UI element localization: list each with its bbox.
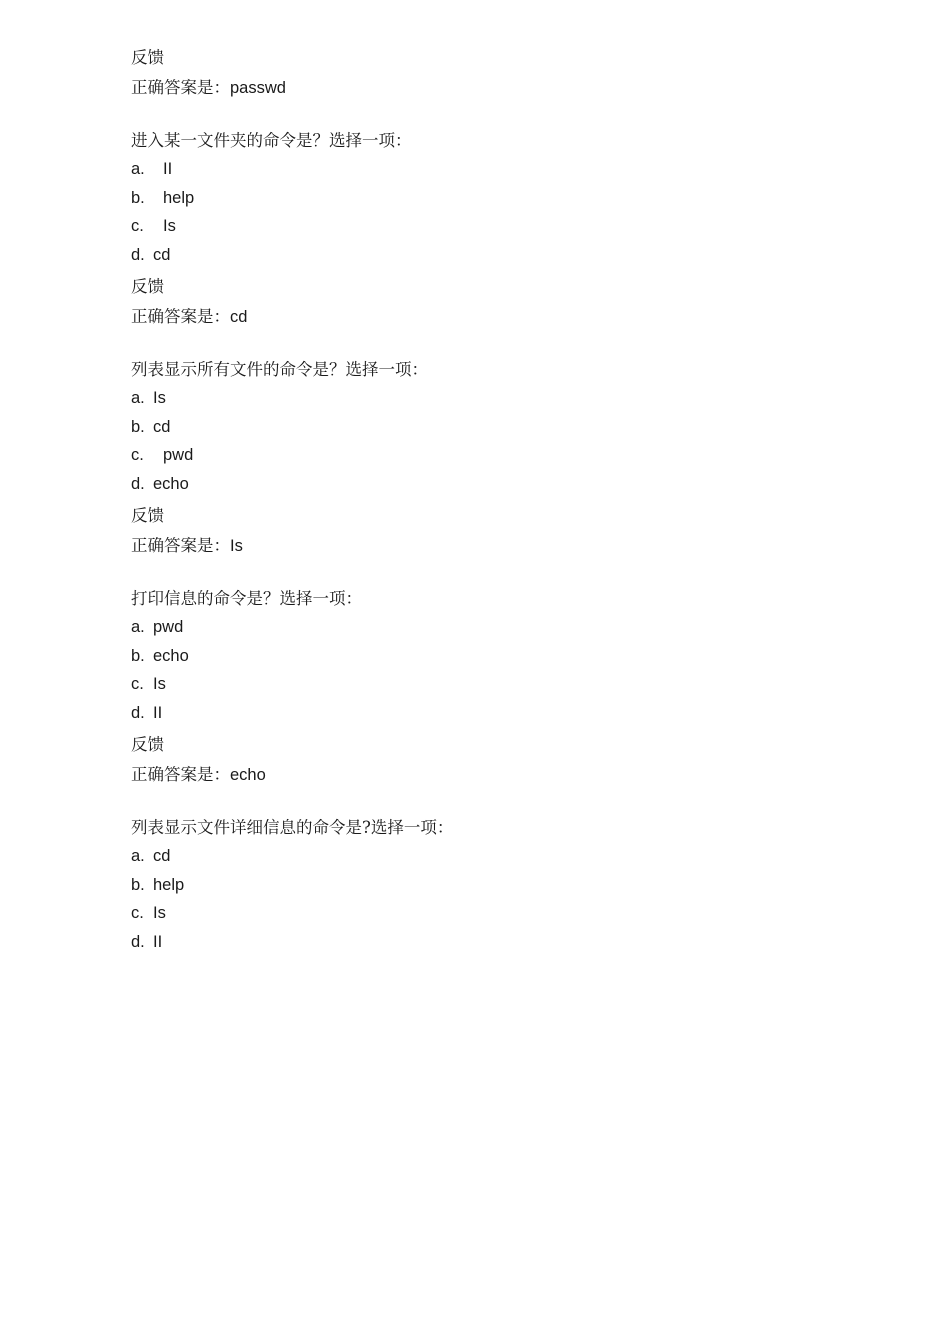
option-text: Is [153, 904, 166, 922]
correct-answer [131, 531, 891, 560]
option-letter: c. [131, 675, 144, 693]
option-c[interactable] [131, 899, 891, 928]
option-letter: b. [131, 875, 145, 894]
correct-answer [131, 73, 891, 102]
option-b[interactable] [131, 871, 891, 900]
option-letter: a. [131, 847, 145, 865]
option-letter: b. [131, 646, 145, 665]
question-text: 打印信息的命令是？选择一项： [131, 589, 362, 608]
option-d[interactable] [131, 241, 891, 270]
question-text: 进入某一文件夹的命令是？选择一项： [131, 131, 412, 150]
option-text: cd [153, 417, 171, 436]
correct-answer-prefix: 正确答案是： [131, 765, 230, 784]
option-letter: c. [131, 904, 144, 922]
correct-answer-prefix: 正确答案是： [131, 307, 230, 326]
option-d[interactable] [131, 928, 891, 957]
option-d[interactable] [131, 699, 891, 728]
option-a[interactable] [131, 384, 891, 413]
option-text: pwd [153, 618, 184, 636]
option-c[interactable] [131, 441, 891, 470]
option-letter: d. [131, 703, 145, 722]
feedback-label: 反馈 [131, 735, 164, 754]
option-text: II [163, 160, 173, 178]
option-letter: b. [131, 417, 145, 436]
option-b[interactable] [131, 642, 891, 671]
option-text: help [163, 188, 195, 207]
option-text: cd [153, 245, 171, 264]
feedback-block [131, 498, 891, 560]
option-c[interactable] [131, 670, 891, 699]
option-text: pwd [163, 446, 194, 464]
option-text: Is [153, 389, 166, 407]
option-text: Is [153, 675, 166, 693]
question-block [131, 126, 891, 269]
feedback-label: 反馈 [131, 48, 164, 67]
option-b[interactable] [131, 184, 891, 213]
correct-answer [131, 302, 891, 331]
option-letter: a. [131, 618, 145, 636]
feedback-block [131, 40, 891, 102]
option-letter: d. [131, 245, 145, 264]
question-block [131, 813, 891, 956]
feedback-label: 反馈 [131, 506, 164, 525]
option-letter: d. [131, 932, 145, 951]
question-text: 列表显示所有文件的命令是？选择一项： [131, 360, 428, 379]
option-letter: a. [131, 389, 145, 407]
question-block [131, 355, 891, 498]
correct-answer-value: passwd [230, 79, 286, 97]
option-c[interactable] [131, 212, 891, 241]
feedback-block [131, 727, 891, 789]
option-a[interactable] [131, 613, 891, 642]
feedback-block [131, 269, 891, 331]
option-letter: a. [131, 160, 145, 178]
correct-answer-value: Is [230, 537, 243, 555]
correct-answer-value: cd [230, 308, 248, 326]
option-text: cd [153, 847, 171, 865]
option-text: help [153, 875, 185, 894]
correct-answer-prefix: 正确答案是： [131, 536, 230, 555]
option-text: II [153, 932, 163, 951]
question-block [131, 584, 891, 727]
option-text: echo [153, 474, 189, 493]
correct-answer-value: echo [230, 766, 266, 784]
question-text: 列表显示文件详细信息的命令是?选择一项： [131, 818, 454, 837]
option-text: II [153, 703, 163, 722]
document-page [131, 40, 891, 956]
option-letter: c. [131, 446, 144, 464]
option-a[interactable] [131, 842, 891, 871]
option-text: echo [153, 646, 189, 665]
correct-answer [131, 760, 891, 789]
feedback-label: 反馈 [131, 277, 164, 296]
option-text: Is [163, 217, 176, 235]
option-letter: d. [131, 474, 145, 493]
option-letter: b. [131, 188, 145, 207]
correct-answer-prefix: 正确答案是： [131, 78, 230, 97]
option-d[interactable] [131, 470, 891, 499]
option-letter: c. [131, 217, 144, 235]
option-b[interactable] [131, 413, 891, 442]
option-a[interactable] [131, 155, 891, 184]
